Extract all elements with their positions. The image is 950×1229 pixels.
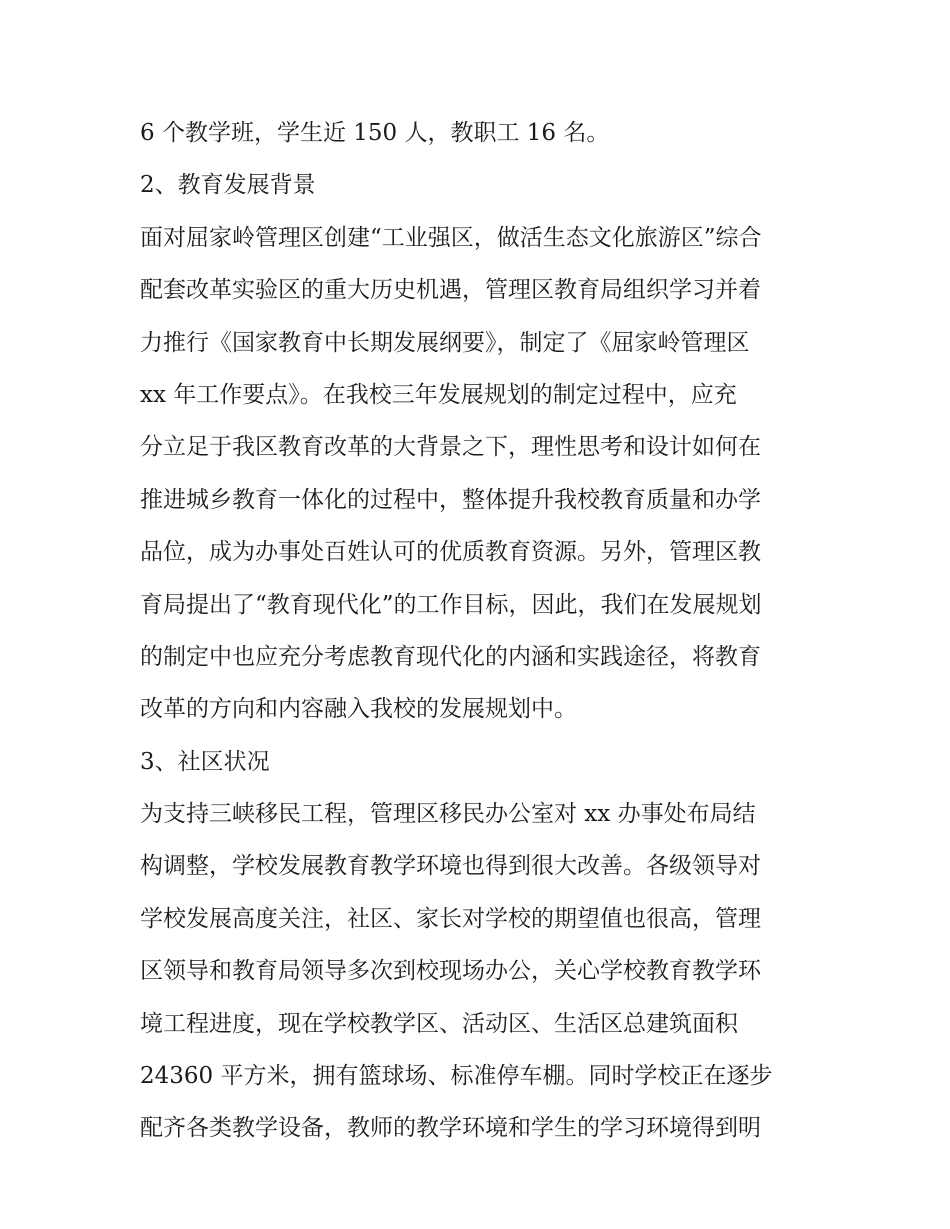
text-line: 推进城乡教育一体化的过程中，整体提升我校教育质量和办学 <box>140 486 761 513</box>
text-line: 学校发展高度关注，社区、家长对学校的期望值也很高，管理 <box>140 905 761 932</box>
text-line: 为支持三峡移民工程，管理区移民办公室对 xx 办事处布局结 <box>140 801 756 828</box>
text-line: 育局提出了“教育现代化”的工作目标，因此，我们在发展规划 <box>140 591 762 618</box>
text-line: 改革的方向和内容融入我校的发展规划中。 <box>140 696 577 723</box>
text-line: 构调整，学校发展教育教学环境也得到很大改善。各级领导对 <box>140 853 761 880</box>
text-line: 面对屈家岭管理区创建“工业强区，做活生态文化旅游区”综合 <box>140 224 762 251</box>
text-line: 6 个教学班，学生近 150 人，教职工 16 名。 <box>140 120 610 146</box>
text-line: 品位，成为办事处百姓认可的优质教育资源。另外，管理区教 <box>140 539 761 566</box>
text-line: 分立足于我区教育改革的大背景之下，理性思考和设计如何在 <box>140 434 761 461</box>
text-line: 配齐各类教学设备，教师的教学环境和学生的学习环境得到明 <box>140 1115 761 1142</box>
text-line: 区领导和教育局领导多次到校现场办公，关心学校教育教学环 <box>140 958 761 985</box>
text-line: 的制定中也应充分考虑教育现代化的内涵和实践途径，将教育 <box>140 643 761 670</box>
text-line: 境工程进度，现在学校教学区、活动区、生活区总建筑面积 <box>140 1010 738 1037</box>
text-line: 24360 平方米，拥有篮球场、标准停车棚。同时学校正在逐步 <box>140 1063 773 1090</box>
text-line: 力推行《国家教育中长期发展纲要》，制定了《屈家岭管理区 <box>140 329 750 356</box>
text-line: 配套改革实验区的重大历史机遇，管理区教育局组织学习并着 <box>140 277 761 304</box>
section-heading: 2、教育发展背景 <box>140 172 316 199</box>
section-heading: 3、社区状况 <box>140 748 270 775</box>
document-body <box>140 107 820 1155</box>
text-line: xx 年工作要点》。在我校三年发展规划的制定过程中，应充 <box>140 381 737 408</box>
